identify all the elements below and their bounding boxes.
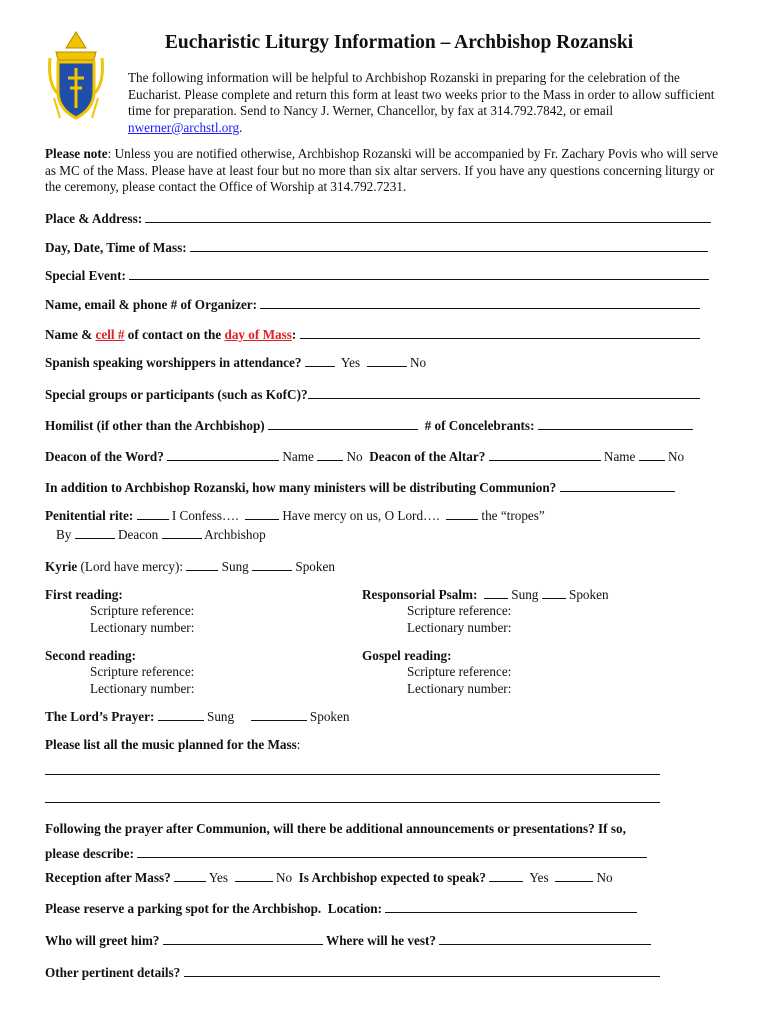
ministers-label: In addition to Archbishop Rozanski, how many ministers will be distributing Communion? bbox=[45, 480, 557, 495]
deacon-altar-no-label: No bbox=[668, 449, 685, 464]
ministers-field[interactable] bbox=[560, 480, 675, 492]
psalm-row bbox=[362, 587, 609, 604]
vest-label: Where will he vest? bbox=[326, 933, 437, 948]
first-scripture-label[interactable]: Scripture reference: bbox=[90, 603, 195, 618]
music-field-2[interactable] bbox=[45, 791, 660, 803]
spanish-yes-field[interactable] bbox=[305, 355, 335, 367]
contact-day-label: day of Mass bbox=[224, 327, 292, 342]
note-paragraph bbox=[45, 146, 725, 196]
note-text: : Unless you are notified otherwise, Archbishop Rozanski will be accompanied by Fr. Zachary Povis who will serve as MC of the Mass. Please have at least four but no more than six altar servers. If you have any questions concerning liturgy or the ceremony, please contact the Office of Worship at 314.792.7231. bbox=[45, 146, 719, 194]
archbishop-label: Archbishop bbox=[204, 527, 266, 542]
kyrie-spoken-label: Spoken bbox=[295, 559, 335, 574]
music-label: Please list all the music planned for the Mass bbox=[45, 737, 297, 752]
parking-row bbox=[45, 901, 637, 917]
homilist-label: Homilist (if other than the Archbishop) bbox=[45, 418, 265, 433]
speak-yes-label: Yes bbox=[529, 870, 549, 885]
spanish-row bbox=[45, 355, 426, 371]
intro-text: The following information will be helpful to Archbishop Rozanski in preparing for the celebration of the Eucharist. Please complete and return this form at least two weeks prior to the Mass in order to allow sufficient time for preparation. Send to Nancy J. Werner, Chancellor, by fax at 314.792.7842, or email bbox=[128, 70, 715, 118]
deacon-altar-label: Deacon of the Altar? bbox=[369, 449, 486, 464]
spanish-no-field[interactable] bbox=[367, 355, 407, 367]
parking-field[interactable] bbox=[385, 901, 637, 913]
deacon-label: Deacon bbox=[117, 527, 159, 542]
reception-row bbox=[45, 870, 613, 886]
describe-field[interactable] bbox=[137, 846, 647, 858]
organizer-field[interactable] bbox=[260, 297, 700, 309]
psalm-sung-field[interactable] bbox=[484, 587, 508, 599]
contact-label-c: : bbox=[291, 327, 297, 342]
other-row bbox=[45, 965, 660, 981]
place-field[interactable] bbox=[145, 211, 711, 223]
note-label: Please note bbox=[45, 146, 108, 161]
contact-cell-label: cell # bbox=[95, 327, 125, 342]
reception-yes-field[interactable] bbox=[174, 870, 206, 882]
speak-yes-field[interactable] bbox=[489, 870, 523, 882]
speak-no-label: No bbox=[596, 870, 613, 885]
music-colon: : bbox=[296, 737, 301, 752]
reception-yes-label: Yes bbox=[208, 870, 229, 885]
confess-label: I Confess…. bbox=[171, 508, 239, 523]
describe-row bbox=[45, 846, 647, 862]
first-reading-label: First reading: bbox=[45, 587, 123, 602]
concelebrants-field[interactable] bbox=[538, 418, 693, 430]
penitential-label: Penitential rite: bbox=[45, 508, 134, 523]
psalm-spoken-field[interactable] bbox=[542, 587, 566, 599]
psalm-scripture-label[interactable]: Scripture reference: bbox=[407, 603, 512, 618]
speak-label: Is Archbishop expected to speak? bbox=[298, 870, 487, 885]
kyrie-sung-label: Sung bbox=[221, 559, 249, 574]
kyrie-row bbox=[45, 559, 335, 575]
day-label: Day, Date, Time of Mass: bbox=[45, 240, 187, 255]
intro-paragraph bbox=[128, 70, 728, 136]
by-archbishop-field[interactable] bbox=[162, 527, 202, 539]
mercy-field[interactable] bbox=[245, 508, 279, 520]
second-reading-label: Second reading: bbox=[45, 648, 136, 663]
concelebrants-label: # of Concelebrants: bbox=[424, 418, 535, 433]
psalm-label: Responsorial Psalm: bbox=[362, 587, 478, 602]
organizer-label: Name, email & phone # of Organizer: bbox=[45, 297, 258, 312]
lords-prayer-row bbox=[45, 709, 349, 725]
by-label: By bbox=[56, 527, 72, 542]
email-link[interactable]: nwerner@archstl.org bbox=[128, 119, 240, 135]
place-label: Place & Address: bbox=[45, 211, 143, 226]
deacon-word-name-label: Name bbox=[282, 449, 314, 464]
lords-prayer-sung-label: Sung bbox=[206, 709, 235, 724]
second-lectionary-label[interactable]: Lectionary number: bbox=[90, 681, 195, 696]
contact-row bbox=[45, 327, 700, 343]
gospel-lectionary-label[interactable]: Lectionary number: bbox=[407, 681, 512, 696]
lords-prayer-spoken-label: Spoken bbox=[309, 709, 350, 724]
music-field-1[interactable] bbox=[45, 763, 660, 775]
homilist-field[interactable] bbox=[268, 418, 418, 430]
deacon-word-no-field[interactable] bbox=[317, 449, 343, 461]
reception-no-field[interactable] bbox=[235, 870, 273, 882]
announcements-label: Following the prayer after Communion, will there be additional announcements or presentations? If so, bbox=[45, 821, 626, 836]
kyrie-sub-label: (Lord have mercy): bbox=[77, 559, 184, 574]
groups-field[interactable] bbox=[308, 387, 700, 399]
special-event-label: Special Event: bbox=[45, 268, 126, 283]
deacon-altar-name-label: Name bbox=[603, 449, 636, 464]
speak-no-field[interactable] bbox=[555, 870, 593, 882]
kyrie-label: Kyrie bbox=[45, 559, 78, 574]
groups-row bbox=[45, 387, 700, 403]
lords-prayer-spoken-field[interactable] bbox=[251, 709, 307, 721]
psalm-spoken-label: Spoken bbox=[569, 587, 609, 602]
mercy-label: Have mercy on us, O Lord…. bbox=[282, 508, 440, 523]
psalm-sung-label: Sung bbox=[511, 587, 539, 602]
lords-prayer-sung-field[interactable] bbox=[158, 709, 204, 721]
contact-field[interactable] bbox=[300, 327, 700, 339]
greet-field[interactable] bbox=[163, 933, 323, 945]
deacon-row bbox=[45, 449, 684, 465]
second-scripture-label[interactable]: Scripture reference: bbox=[90, 664, 195, 679]
organizer-row bbox=[45, 297, 700, 313]
day-row bbox=[45, 240, 708, 256]
psalm-lectionary-label[interactable]: Lectionary number: bbox=[407, 620, 512, 635]
spanish-no-label: No bbox=[410, 355, 427, 370]
greet-label: Who will greet him? bbox=[45, 933, 160, 948]
deacon-word-name-field[interactable] bbox=[167, 449, 279, 461]
music-row bbox=[45, 737, 300, 753]
spanish-yes-label: Yes bbox=[340, 355, 361, 370]
kyrie-sung-field[interactable] bbox=[186, 559, 218, 571]
special-event-row bbox=[45, 268, 709, 284]
gospel-label: Gospel reading: bbox=[362, 648, 452, 663]
reception-no-label: No bbox=[275, 870, 293, 885]
describe-label: please describe: bbox=[45, 846, 134, 861]
announcements-row bbox=[45, 821, 626, 837]
other-field[interactable] bbox=[184, 965, 660, 977]
place-row bbox=[45, 211, 711, 227]
music-line-1 bbox=[45, 763, 660, 779]
page-title: Eucharistic Liturgy Information – Archbishop Rozanski bbox=[164, 32, 634, 53]
gospel-scripture-label[interactable]: Scripture reference: bbox=[407, 664, 512, 679]
tropes-label: the “tropes” bbox=[481, 508, 545, 523]
spanish-label: Spanish speaking worshippers in attendance? bbox=[45, 355, 302, 370]
kyrie-spoken-field[interactable] bbox=[252, 559, 292, 571]
vest-field[interactable] bbox=[439, 933, 651, 945]
first-lectionary-label[interactable]: Lectionary number: bbox=[90, 620, 195, 635]
penitential-row bbox=[45, 508, 545, 524]
contact-label-b: of contact on the bbox=[124, 327, 225, 342]
day-field[interactable] bbox=[190, 240, 708, 252]
special-event-field[interactable] bbox=[129, 268, 709, 280]
ministers-row bbox=[45, 480, 675, 496]
penitential-by-row bbox=[56, 527, 266, 543]
deacon-word-label: Deacon of the Word? bbox=[45, 449, 164, 464]
by-deacon-field[interactable] bbox=[75, 527, 115, 539]
intro-end: . bbox=[239, 119, 243, 135]
homilist-row bbox=[45, 418, 693, 434]
contact-label-a: Name & bbox=[45, 327, 96, 342]
reception-label: Reception after Mass? bbox=[45, 870, 171, 885]
other-label: Other pertinent details? bbox=[45, 965, 181, 980]
tropes-field[interactable] bbox=[446, 508, 478, 520]
confess-field[interactable] bbox=[137, 508, 169, 520]
deacon-altar-no-field[interactable] bbox=[639, 449, 665, 461]
deacon-word-no-label: No bbox=[346, 449, 363, 464]
music-line-2 bbox=[45, 791, 660, 807]
parking-label: Please reserve a parking spot for the Archbishop. Location: bbox=[45, 901, 383, 916]
deacon-altar-name-field[interactable] bbox=[489, 449, 601, 461]
groups-label: Special groups or participants (such as KofC)? bbox=[45, 387, 308, 402]
lords-prayer-label: The Lord’s Prayer: bbox=[45, 709, 155, 724]
greet-row bbox=[45, 933, 651, 949]
